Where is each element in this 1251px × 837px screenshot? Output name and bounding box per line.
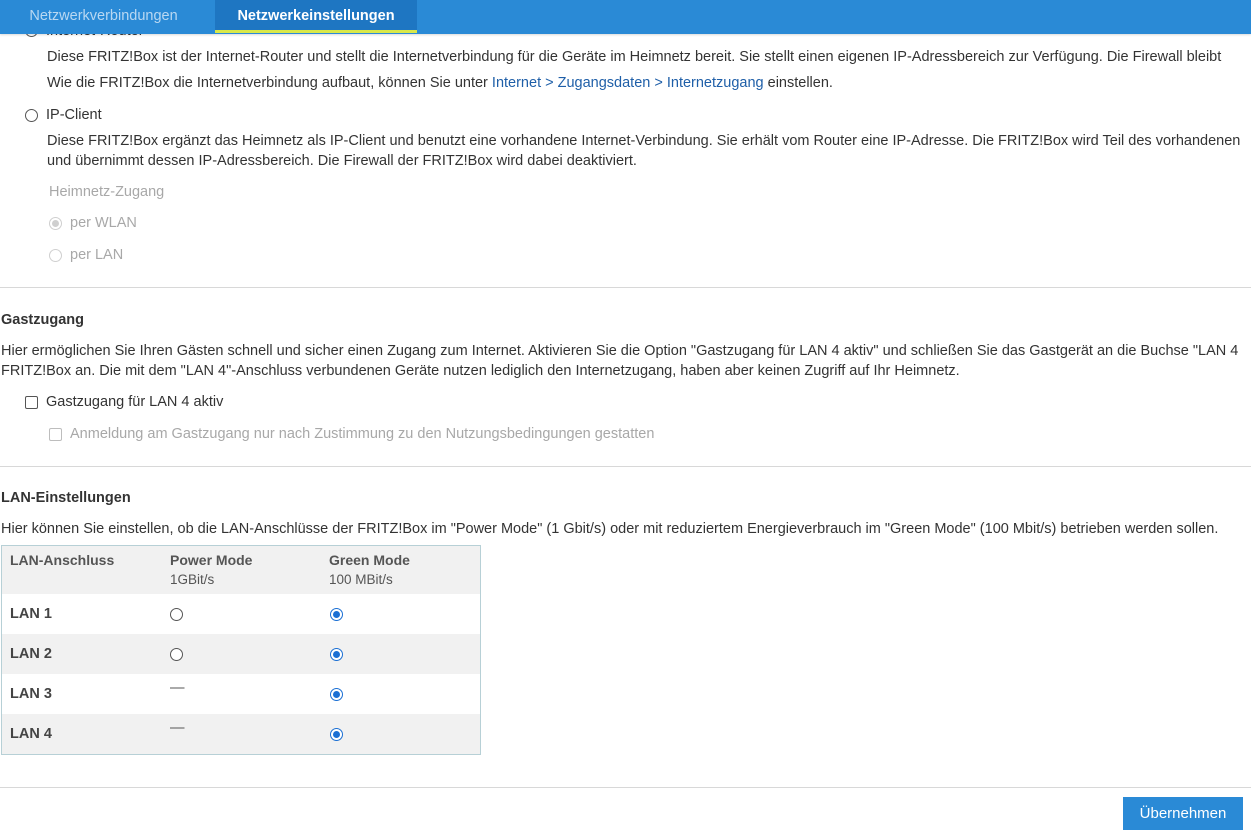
lan-port-name: LAN 3 xyxy=(10,686,52,702)
router-desc-prefix: Wie die FRITZ!Box die Internetverbindung aufbaut, können Sie unter xyxy=(47,75,492,91)
guest-terms-checkbox[interactable] xyxy=(49,428,62,441)
lan1-power-mode-radio[interactable] xyxy=(170,608,183,621)
column-header-power-mode: Power Mode xyxy=(170,552,253,568)
internet-router-desc-line-1: Diese FRITZ!Box ist der Internet-Router und stellt die Internetverbindung für die Geräte im Heimnetz bereit. Sie stellt einen eigenen IP-Adressbereich zur Verfügung. Die Firewall bleibt xyxy=(47,49,1222,65)
column-header-green-mode: Green Mode xyxy=(329,552,410,568)
ip-client-desc-line-2: und übernimmt dessen IP-Adressbereich. Die Firewall der FRITZ!Box wird dabei deaktiviert. xyxy=(47,153,637,169)
lan1-green-mode-radio[interactable] xyxy=(330,608,343,621)
lan-settings-description: Hier können Sie einstellen, ob die LAN-Anschlüsse der FRITZ!Box im "Power Mode" (1 Gbit/s) oder mit reduziertem Energieverbrauch im "Green Mode" (100 Mbit/s) betrieben werden sollen. xyxy=(1,521,1219,537)
guest-lan4-checkbox[interactable] xyxy=(25,396,38,409)
lan-port-name: LAN 2 xyxy=(10,646,52,662)
lan3-green-mode-radio[interactable] xyxy=(330,688,343,701)
table-row xyxy=(2,634,480,674)
ip-client-label[interactable]: IP-Client xyxy=(46,107,102,123)
divider xyxy=(0,466,1251,467)
divider xyxy=(0,787,1251,788)
guest-desc-line-2: FRITZ!Box an. Die mit dem "LAN 4"-Anschluss verbundenen Geräte nutzen lediglich den Internetzugang, haben aber keinen Zugriff auf Ihr Heimnetz. xyxy=(1,363,960,379)
table-row xyxy=(2,674,480,714)
per-wlan-label: per WLAN xyxy=(70,215,137,231)
per-lan-label: per LAN xyxy=(70,247,124,263)
ip-client-desc-line-1: Diese FRITZ!Box ergänzt das Heimnetz als IP-Client und benutzt eine vorhandene Internet-Verbindung. Sie erhält vom Router eine IP-Adresse. Die FRITZ!Box wird Teil des vorhandenen xyxy=(47,133,1241,149)
power-mode-unavailable: — xyxy=(170,680,185,696)
lan2-green-mode-radio[interactable] xyxy=(330,648,343,661)
lan2-power-mode-radio[interactable] xyxy=(170,648,183,661)
tab-network-settings[interactable]: Netzwerkeinstellungen xyxy=(215,0,417,33)
internet-router-description-line-2 xyxy=(47,75,833,91)
lan-port-name: LAN 4 xyxy=(10,726,52,742)
divider xyxy=(0,287,1251,288)
guest-lan4-label[interactable]: Gastzugang für LAN 4 aktiv xyxy=(46,394,224,410)
lan4-green-mode-radio[interactable] xyxy=(330,728,343,741)
table-header-row xyxy=(2,546,480,594)
column-header-port: LAN-Anschluss xyxy=(10,552,115,568)
homenet-access-label: Heimnetz-Zugang xyxy=(49,184,165,200)
column-subheader-power-speed: 1GBit/s xyxy=(170,572,215,587)
guest-access-heading: Gastzugang xyxy=(1,312,84,328)
internet-access-link[interactable]: Internet > Zugangsdaten > Internetzugang xyxy=(491,75,764,91)
per-wlan-radio[interactable] xyxy=(49,217,62,230)
column-subheader-green-speed: 100 MBit/s xyxy=(329,572,393,587)
tab-bar xyxy=(0,0,1251,34)
power-mode-unavailable: — xyxy=(170,720,185,736)
per-lan-radio[interactable] xyxy=(49,249,62,262)
lan-port-name: LAN 1 xyxy=(10,606,52,622)
table-row xyxy=(2,714,480,754)
guest-desc-line-1: Hier ermöglichen Sie Ihren Gästen schnell und sicher einen Zugang zum Internet. Aktivieren Sie die Option "Gastzugang für LAN 4 aktiv" und schließen Sie das Gastgerät an die Buchse "LAN 4 xyxy=(1,343,1239,359)
internet-router-description xyxy=(47,49,1221,65)
guest-terms-label: Anmeldung am Gastzugang nur nach Zustimmung zu den Nutzungsbedingungen gestatten xyxy=(70,426,655,442)
tab-network-connections[interactable]: Netzwerkverbindungen xyxy=(0,0,207,33)
lan-mode-table xyxy=(1,545,481,755)
ip-client-radio[interactable] xyxy=(25,109,38,122)
table-row xyxy=(2,594,480,634)
router-desc-suffix: einstellen. xyxy=(763,75,833,91)
lan-settings-heading: LAN-Einstellungen xyxy=(1,490,131,506)
apply-button[interactable]: Übernehmen xyxy=(1123,797,1243,830)
